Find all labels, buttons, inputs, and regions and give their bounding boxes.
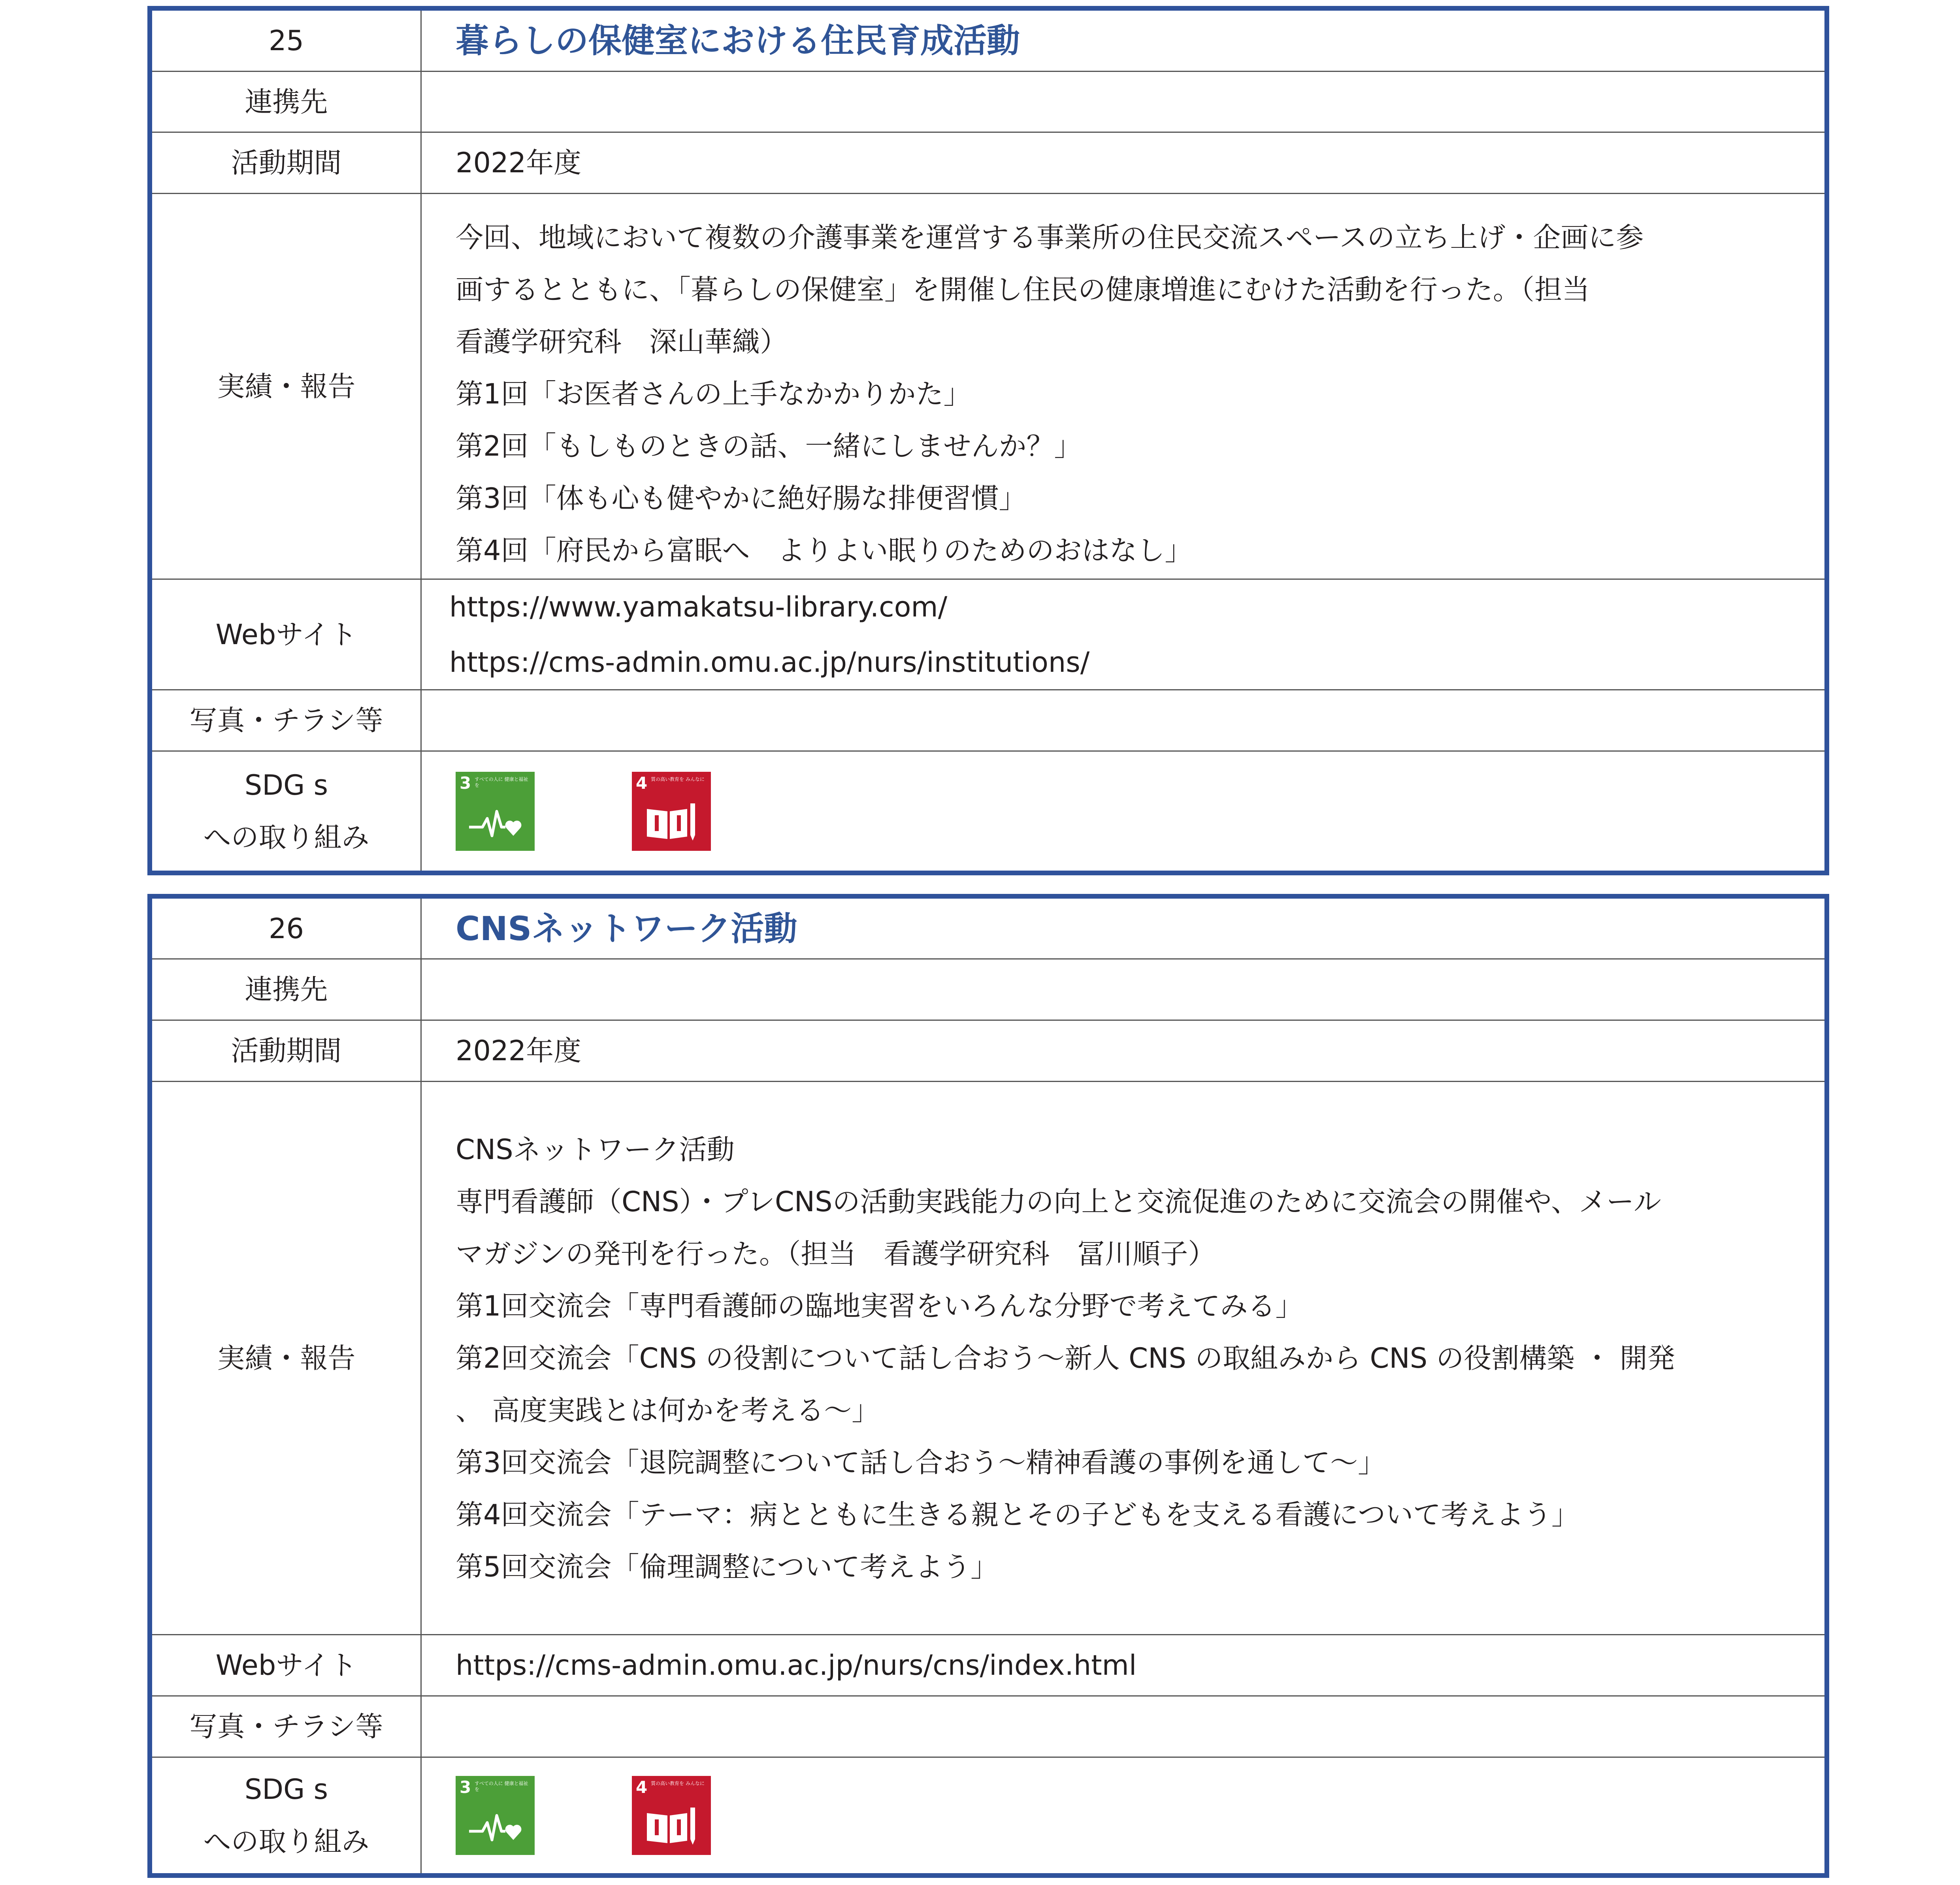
sdgs-label-line: への取り組み xyxy=(203,821,369,854)
report-line: 第5回交流会「倫理調整について考えよう」 xyxy=(456,1550,999,1583)
report-line: 第3回交流会「退院調整について話し合おう～精神看護の事例を通して～」 xyxy=(456,1446,1386,1479)
report-row xyxy=(152,194,1824,580)
report-text xyxy=(422,194,1824,579)
report-line: 第4回交流会「テーマ：病とともに生きる親とその子どもを支える看護について考えよう」 xyxy=(456,1498,1579,1531)
period-label: 活動期間 xyxy=(152,1021,422,1081)
report-line: 第2回「もしものときの話、一緒にしませんか？」 xyxy=(456,430,1082,462)
entry-number: 26 xyxy=(152,899,422,958)
sdgs-label-line: SDG s xyxy=(244,769,328,801)
sdgs-label xyxy=(152,1758,422,1873)
sdg-number: 4 xyxy=(636,1778,648,1797)
period-value: 2022年度 xyxy=(456,147,582,179)
book-pencil-icon xyxy=(644,799,699,843)
website-link[interactable]: https://www.yamakatsu-library.com/ xyxy=(449,590,948,623)
sdg-goal3-icon xyxy=(456,1776,535,1855)
period-row xyxy=(152,133,1824,194)
header-row xyxy=(152,11,1824,72)
entry-title: 暮らしの保健室における住民育成活動 xyxy=(456,21,1020,60)
report-line: 看護学研究科 深山華織） xyxy=(456,326,788,358)
report-line: 第1回「お医者さんの上手なかかりかた」 xyxy=(456,378,971,410)
sdg-icons xyxy=(422,1758,1824,1873)
partner-row xyxy=(152,72,1824,133)
report-line: 第2回交流会「CNS の役割について話し合おう～新人 CNS の取組みから CNS の役割構築 ・ 開発 xyxy=(456,1342,1675,1374)
website-row xyxy=(152,580,1824,690)
heartbeat-icon xyxy=(467,1804,523,1847)
photos-row xyxy=(152,1696,1824,1758)
report-row xyxy=(152,1082,1824,1635)
sdgs-label-line: への取り組み xyxy=(203,1825,369,1858)
partner-label: 連携先 xyxy=(152,959,422,1020)
period-row xyxy=(152,1021,1824,1082)
sdg-caption: 質の高い教育を みんなに xyxy=(651,1781,705,1786)
activity-card-25 xyxy=(147,6,1829,875)
report-line: 画するとともに、「暮らしの保健室」を開催し住民の健康増進にむけた活動を行った。（担当 xyxy=(456,273,1590,306)
website-label: Webサイト xyxy=(152,580,422,689)
sdg-caption: すべての人に 健康と福祉を xyxy=(475,1781,528,1792)
header-row xyxy=(152,899,1824,959)
entry-number: 25 xyxy=(152,11,422,71)
sdg-goal3-icon xyxy=(456,772,535,851)
sdg-goal4-icon xyxy=(632,1776,711,1855)
activity-card-26 xyxy=(147,894,1829,1878)
photos-value xyxy=(422,690,1824,750)
sdgs-label xyxy=(152,752,422,871)
period-value: 2022年度 xyxy=(456,1035,582,1067)
sdgs-row xyxy=(152,752,1824,871)
sdg-caption: 質の高い教育を みんなに xyxy=(651,776,705,782)
website-label: Webサイト xyxy=(152,1635,422,1695)
report-line: 専門看護師（CNS）・プレCNSの活動実践能力の向上と交流促進のために交流会の開催や、メール xyxy=(456,1185,1661,1218)
report-line: CNSネットワーク活動 xyxy=(456,1133,735,1166)
sdg-number: 4 xyxy=(636,773,648,793)
sdgs-row xyxy=(152,1758,1824,1873)
period-label: 活動期間 xyxy=(152,133,422,193)
photos-value xyxy=(422,1696,1824,1757)
partner-label: 連携先 xyxy=(152,72,422,132)
photos-row xyxy=(152,690,1824,752)
report-label: 実績・報告 xyxy=(152,1082,422,1634)
report-line: 、 高度実践とは何かを考える～」 xyxy=(456,1394,880,1427)
website-row xyxy=(152,1635,1824,1696)
sdg-caption: すべての人に 健康と福祉を xyxy=(475,776,528,788)
website-list xyxy=(422,580,1824,689)
report-text xyxy=(422,1082,1824,1634)
sdg-number: 3 xyxy=(460,1778,471,1797)
sdg-number: 3 xyxy=(460,773,471,793)
website-link[interactable]: https://cms-admin.omu.ac.jp/nurs/institutions/ xyxy=(449,646,1090,679)
report-label: 実績・報告 xyxy=(152,194,422,579)
report-line: 第4回「府民から富眠へ よりよい眠りのためのおはなし」 xyxy=(456,534,1193,567)
report-line: 第3回「体も心も健やかに絶好腸な排便習慣」 xyxy=(456,482,1027,515)
website-link[interactable]: https://cms-admin.omu.ac.jp/nurs/cns/index.html xyxy=(456,1649,1137,1681)
sdg-icons xyxy=(422,752,1824,871)
sdg-goal4-icon xyxy=(632,772,711,851)
report-line: マガジンの発刊を行った。（担当 看護学研究科 冨川順子） xyxy=(456,1237,1216,1270)
report-line: 今回、地域において複数の介護事業を運営する事業所の住民交流スペースの立ち上げ・企画に参 xyxy=(456,221,1644,254)
partner-value xyxy=(422,959,1824,1020)
partner-value xyxy=(422,72,1824,132)
entry-title: CNSネットワーク活動 xyxy=(456,909,797,948)
heartbeat-icon xyxy=(467,799,523,843)
website-list xyxy=(422,1635,1824,1695)
book-pencil-icon xyxy=(644,1804,699,1847)
photos-label: 写真・チラシ等 xyxy=(152,1696,422,1757)
photos-label: 写真・チラシ等 xyxy=(152,690,422,750)
sdgs-label-line: SDG s xyxy=(244,1773,328,1806)
report-line: 第1回交流会「専門看護師の臨地実習をいろんな分野で考えてみる」 xyxy=(456,1289,1303,1322)
partner-row xyxy=(152,959,1824,1021)
